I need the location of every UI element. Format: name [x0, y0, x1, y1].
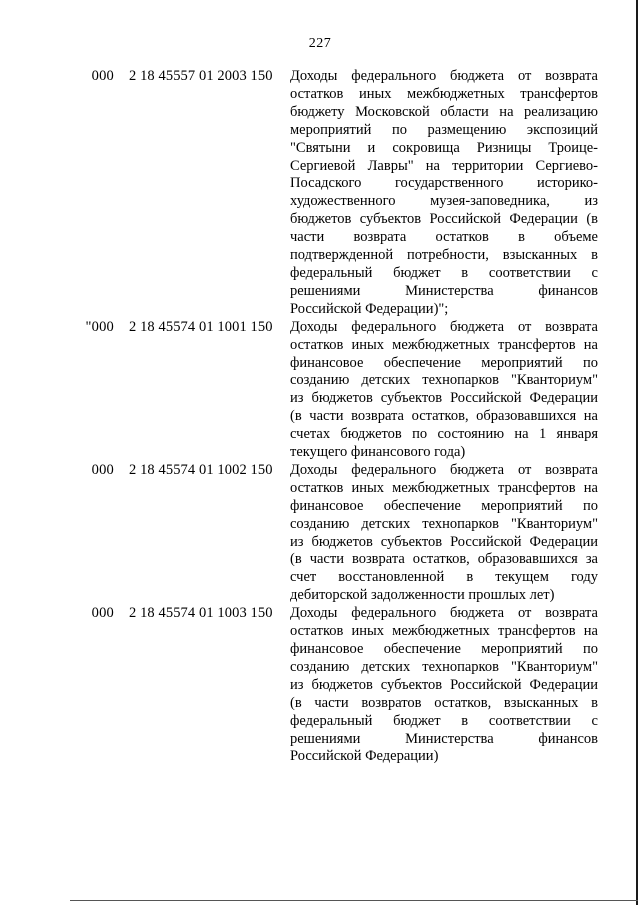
table-row [0, 319, 640, 462]
table-row [0, 68, 640, 319]
description-line: Доходы федерального бюджета от возврата [290, 68, 598, 84]
description-line: Российской Федерации) [290, 748, 439, 765]
description-line: части возврата остатков в объеме [290, 229, 598, 246]
description-line: федеральный бюджет в соответствии с [290, 264, 598, 281]
description-line: Доходы федерального бюджета от возврата [290, 461, 598, 478]
description-line: из бюджетов субъектов Российской Федерации [290, 390, 598, 407]
description-line: решениями Министерства финансов [290, 730, 598, 747]
description-line: из бюджетов субъектов Российской Федерации [290, 676, 598, 693]
description-line: (в части возврата остатков, образовавшихся на [290, 408, 598, 425]
description-line: Доходы федерального бюджета от возврата [290, 605, 598, 622]
description-line: текущего финансового года) [290, 444, 466, 461]
income-description [290, 319, 598, 462]
description-line: из бюджетов субъектов Российской Федерации [290, 533, 598, 550]
description-line: дебиторской задолженности прошлых лет) [290, 587, 555, 604]
description-line: созданию детских технопарков "Кванториум" [290, 372, 598, 389]
admin-code: 000 [91, 461, 114, 478]
admin-code: "000 [85, 318, 114, 335]
description-line: созданию детских технопарков "Кванториум" [290, 515, 598, 532]
classification-table [0, 68, 640, 766]
income-description [290, 605, 598, 766]
page-number: 227 [308, 36, 332, 51]
description-line: "Святыни и сокровища Ризницы Троице- [290, 139, 598, 156]
description-line: подтвержденной потребности, взысканных в [290, 247, 598, 264]
description-line: (в части возврата остатков, образовавшихся за [290, 551, 598, 568]
income-description [290, 462, 598, 605]
description-line: федеральный бюджет в соответствии с [290, 712, 598, 729]
description-line: остатков иных межбюджетных трансфертов на [290, 336, 598, 353]
description-line: художественного музея-заповедника, из [290, 193, 598, 210]
description-line: бюджету Московской области на реализацию [290, 103, 598, 120]
table-row [0, 605, 640, 766]
budget-classification-code: 2 18 45574 01 1001 150 [129, 318, 273, 335]
description-line: остатков иных межбюджетных трансфертов на [290, 623, 598, 640]
table-row [0, 462, 640, 605]
income-description [290, 68, 598, 319]
description-line: (в части возвратов остатков, взысканных в [290, 694, 598, 711]
budget-classification-code: 2 18 45574 01 1002 150 [129, 461, 273, 478]
description-line: остатков иных межбюджетных трансфертов [290, 85, 598, 102]
description-line: решениями Министерства финансов [290, 282, 598, 299]
description-line: Доходы федерального бюджета от возврата [290, 318, 598, 335]
description-line: бюджетов субъектов Российской Федерации (в [290, 211, 598, 228]
budget-classification-code: 2 18 45574 01 1003 150 [129, 605, 273, 622]
description-line: счетах бюджетов по состоянию на 1 января [290, 426, 598, 443]
description-line: остатков иных межбюджетных трансфертов на [290, 479, 598, 496]
admin-code: 000 [91, 68, 114, 84]
description-line: Российской Федерации)"; [290, 300, 449, 317]
admin-code: 000 [91, 605, 114, 622]
budget-classification-code: 2 18 45557 01 2003 150 [129, 68, 273, 84]
description-line: финансовое обеспечение мероприятий по [290, 641, 598, 657]
description-line: Посадского государственного историко- [290, 175, 598, 192]
description-line: счет восстановленной в текущем году [290, 569, 598, 586]
description-line: финансовое обеспечение мероприятий по [290, 354, 598, 371]
description-line: мероприятий по размещению экспозиций [290, 121, 598, 138]
page-edge-bottom [70, 900, 638, 901]
description-line: созданию детских технопарков "Кванториум" [290, 658, 598, 675]
description-line: финансовое обеспечение мероприятий по [290, 497, 598, 514]
description-line: Сергиевой Лавры" на территории Сергиево- [290, 157, 598, 174]
